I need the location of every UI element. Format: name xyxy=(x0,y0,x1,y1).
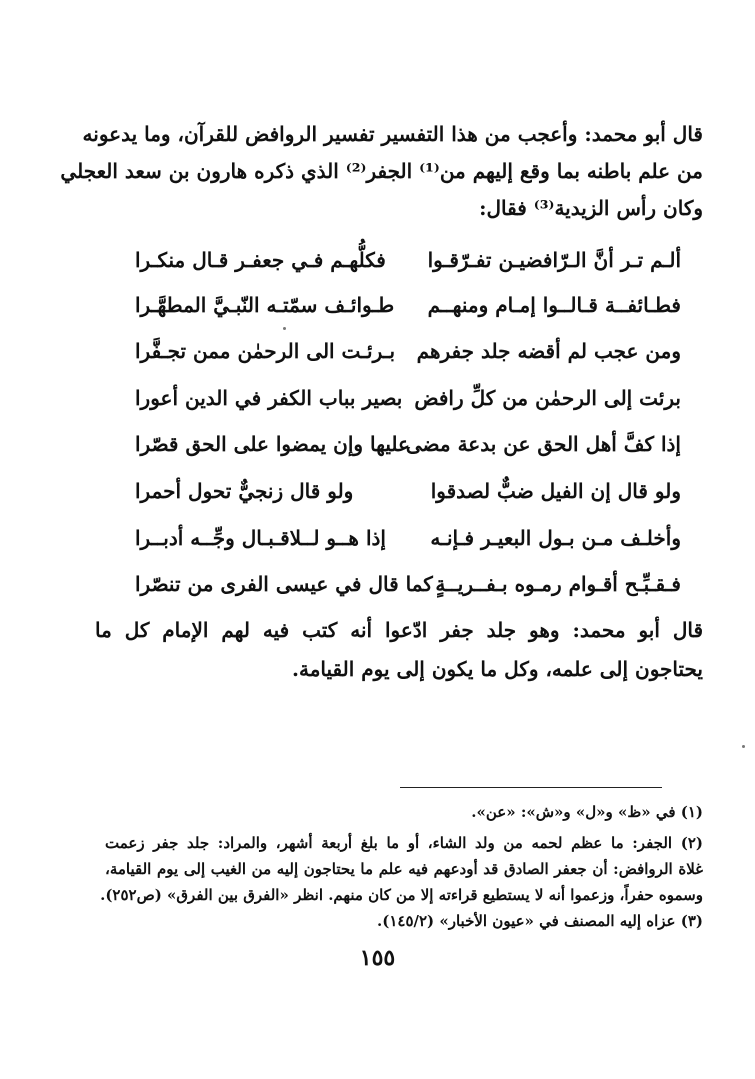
poem-verse xyxy=(95,285,703,325)
page-number: ١٥٥ xyxy=(359,945,396,971)
body-line: يحتاجون إلى علمه، وكل ما يكون إلى يوم القيامة. xyxy=(292,657,703,681)
verse-first-hemistich: برئت إلى الرحمٰن من كلِّ رافض xyxy=(414,386,681,410)
poem-verse xyxy=(95,471,703,511)
footnote-2: (٢) الجفر: ما عظم لحمه من ولد الشاء، أو ما بلغ أربعة أشهر، والمراد: جلد جفر زعمت xyxy=(105,834,703,852)
poem-verse xyxy=(95,331,703,371)
body-line: من علم باطنه بما وقع إليهم من⁽¹⁾ الجفر⁽²⁾ الذي ذكره هارون بن سعد العجلي xyxy=(60,159,703,183)
verse-second-hemistich: بصير بباب الكفر في الدين أعورا xyxy=(135,386,403,410)
verse-second-hemistich: عليها وإن يمضوا على الحق قصّرا xyxy=(135,432,410,456)
verse-first-hemistich: وأخلـف مـن بـول البعيـر فـإنـه xyxy=(430,526,681,550)
verse-first-hemistich: فـقـبِّـح أقـوام رمـوه بـفــريــةٍ xyxy=(435,572,681,596)
poem-verse xyxy=(95,240,703,280)
poem-verse xyxy=(95,378,703,418)
verse-second-hemistich: إذا هــو لــلاقـبـال وجِّــه أدبــرا xyxy=(135,526,386,550)
verse-second-hemistich: كما قال في عيسى الفرى من تنصّرا xyxy=(135,572,433,596)
verse-second-hemistich: ولو قال زنجيٌّ تحول أحمرا xyxy=(135,479,354,503)
verse-second-hemistich: بـرئـت الى الرحمٰن ممن تجـفَّرا xyxy=(135,339,396,363)
verse-first-hemistich: إذا كفَّ أهل الحق عن بدعة مضى xyxy=(405,432,681,456)
footnote-1: (١) في «ظ» و«ل» و«ش»: «عن». xyxy=(471,803,703,821)
scan-speck xyxy=(742,745,745,748)
body-line: وكان رأس الزيدية⁽³⁾ فقال: xyxy=(479,196,703,220)
body-line: قال أبو محمد: وهو جلد جفر ادّعوا أنه كتب فيه لهم الإمام كل ما xyxy=(95,618,703,642)
verse-second-hemistich: فكلُّهـم فـي جعفـر قـال منكـرا xyxy=(135,248,386,272)
verse-second-hemistich: طـوائـف سمّتـه النّبـيَّ المطهَّـرا xyxy=(135,293,395,317)
poem-verse xyxy=(95,424,703,464)
footnote-3: (٣) عزاه إليه المصنف في «عيون الأخبار» (١٤٥/٢). xyxy=(377,912,703,930)
verse-first-hemistich: ومن عجب لم أقضه جلد جفرهم xyxy=(416,339,681,363)
poem-verse xyxy=(95,518,703,558)
scan-speck xyxy=(283,327,286,330)
body-line: قال أبو محمد: وأعجب من هذا التفسير تفسير الروافض للقرآن، وما يدعونه xyxy=(82,122,703,146)
poem-verse xyxy=(95,564,703,604)
verse-first-hemistich: ألـم تـر أنَّ الـرّافضيـن تفـرّقـوا xyxy=(427,248,681,272)
verse-first-hemistich: ولو قال إن الفيل ضبٌّ لصدقوا xyxy=(430,479,681,503)
footnote-2-continued: وسموه حفراً، وزعموا أنه لا يستطيع قراءته إلا من كان منهم. انظر «الفرق بين الفرق» (ص٢٥٢). xyxy=(100,886,703,904)
footnote-divider xyxy=(400,787,662,788)
verse-first-hemistich: فطـائفــة قـالــوا إمـام ومنهــم xyxy=(427,293,681,317)
footnote-2-continued: غلاة الروافض: أن جعفر الصادق قد أودعهم فيه علم ما يحتاجون إليه من الغيب إلى يوم القيامة، xyxy=(105,860,703,878)
